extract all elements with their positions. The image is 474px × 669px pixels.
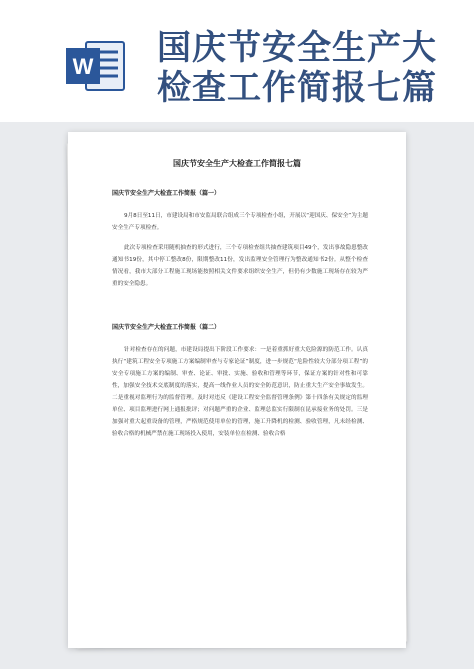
section-heading-2: 国庆节安全生产大检查工作简报（篇二） [112,324,221,331]
header-banner [0,0,474,122]
section-heading-1: 国庆节安全生产大检查工作简报（篇一） [112,190,221,197]
banner-title [157,28,457,108]
logo-letter: W [72,54,94,79]
banner-title-line-1: 国庆节安全生产大 [157,28,437,68]
word-document-icon [64,38,126,94]
paragraph-2-1: 针对检查存在的问题，市建设局提出下阶段工作要求：一是着重抓好重大危险源的防范工作。认真执行“建筑工程安全专项施工方案编制审查与专家论证”制度，进一步规范“危险性较大分部分项工程”的安全专项施工方案的编制、审查、论证、审批、实施、验收和管理等环节，保证方案的针对性和可靠性，加强安全技术交底制度的落实，提高一线作业人员的安全防范意识，防止重大生产安全事故发生。二是重视对监理行为的监督管理。及时对违反《建设工程安全监督管理条例》第十四条有关规定的监理单位、项目监理进行网上通报批评；对问题严重的企业、监理总监实行限制在昆承接业务的处罚。三是加强对重大起重设备的管理，严格规范使用单位的管理，施工升降机的检测、验收管理，凡未经检测、验收合格的机械严禁在施工现场投入使用，安装单位在检测、验收合格 [112,347,368,437]
paragraph-1-1: 9月8日至11日，市建设局和市安监局联合组成三个专项检查小组，开展以“迎国庆、保安全”为主题安全生产专项检查。 [112,213,368,231]
banner-title-line-2: 检查工作简报七篇 [157,68,437,108]
document-page[interactable] [68,132,406,648]
paragraph-1-2: 此次专项检查采用随机抽查的形式进行，三个专项检查组共抽查建筑项目49个，发出事故隐患整改通知书19份，其中停工整改8份，限期整改11份，发出监理安全管理行为整改通知书2份。从整个检查情况看，我市大部分工程施工现场能按照相关文件要求组织安全生产，但仍有少数施工现场存在较为严重的安全隐患。 [112,245,368,287]
document-title: 国庆节安全生产大检查工作简报七篇 [173,159,301,168]
